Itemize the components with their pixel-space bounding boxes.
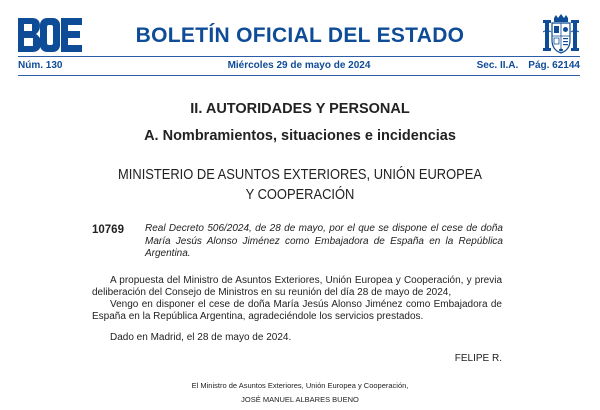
header-rule-bottom <box>18 75 580 76</box>
issue-date: Miércoles 29 de mayo de 2024 <box>227 60 371 71</box>
given-at: Dado en Madrid, el 28 de mayo de 2024. <box>110 332 292 343</box>
paragraph-decree: Vengo en disponer el cese de doña María Jesús Alonso Jiménez como Embajadora de España en la República Argentina, agradeciéndole los servicios prestados. <box>92 299 502 322</box>
ministry-heading <box>42 165 558 205</box>
issue-number: Núm. 130 <box>18 60 63 71</box>
page-label: Pág. 62144 <box>528 60 580 71</box>
subsection-heading: A. Nombramientos, situaciones e incidencias <box>144 128 456 144</box>
section-page <box>467 60 580 71</box>
coat-of-arms-icon <box>543 14 579 54</box>
countersign-role: El Ministro de Asuntos Exteriores, Unión Europea y Cooperación, <box>191 381 409 390</box>
header-rule-top <box>18 56 580 57</box>
signature: FELIPE R. <box>454 353 502 364</box>
section-heading: II. AUTORIDADES Y PERSONAL <box>190 101 410 117</box>
disposition-title: Real Decreto 506/2024, de 28 de mayo, por el que se dispone el cese de doña María Jesús Alonso Jiménez como Embajadora de España en la República Argentina. <box>145 223 503 259</box>
countersign-name: JOSÉ MANUEL ALBARES BUENO <box>241 395 359 404</box>
ministry-line-2: Y COOPERACIÓN <box>245 186 355 203</box>
section-label: Sec. II.A. <box>476 60 519 71</box>
masthead-title: BOLETÍN OFICIAL DEL ESTADO <box>135 24 465 47</box>
header-meta <box>18 60 580 74</box>
ministry-line-1: MINISTERIO DE ASUNTOS EXTERIORES, UNIÓN EUROPEA <box>118 166 482 183</box>
paragraph-proposal: A propuesta del Ministro de Asuntos Exteriores, Unión Europea y Cooperación, y previa deliberación del Consejo de Ministros en su reunión del día 28 de mayo de 2024, <box>92 275 502 298</box>
disposition-number: 10769 <box>92 224 124 236</box>
